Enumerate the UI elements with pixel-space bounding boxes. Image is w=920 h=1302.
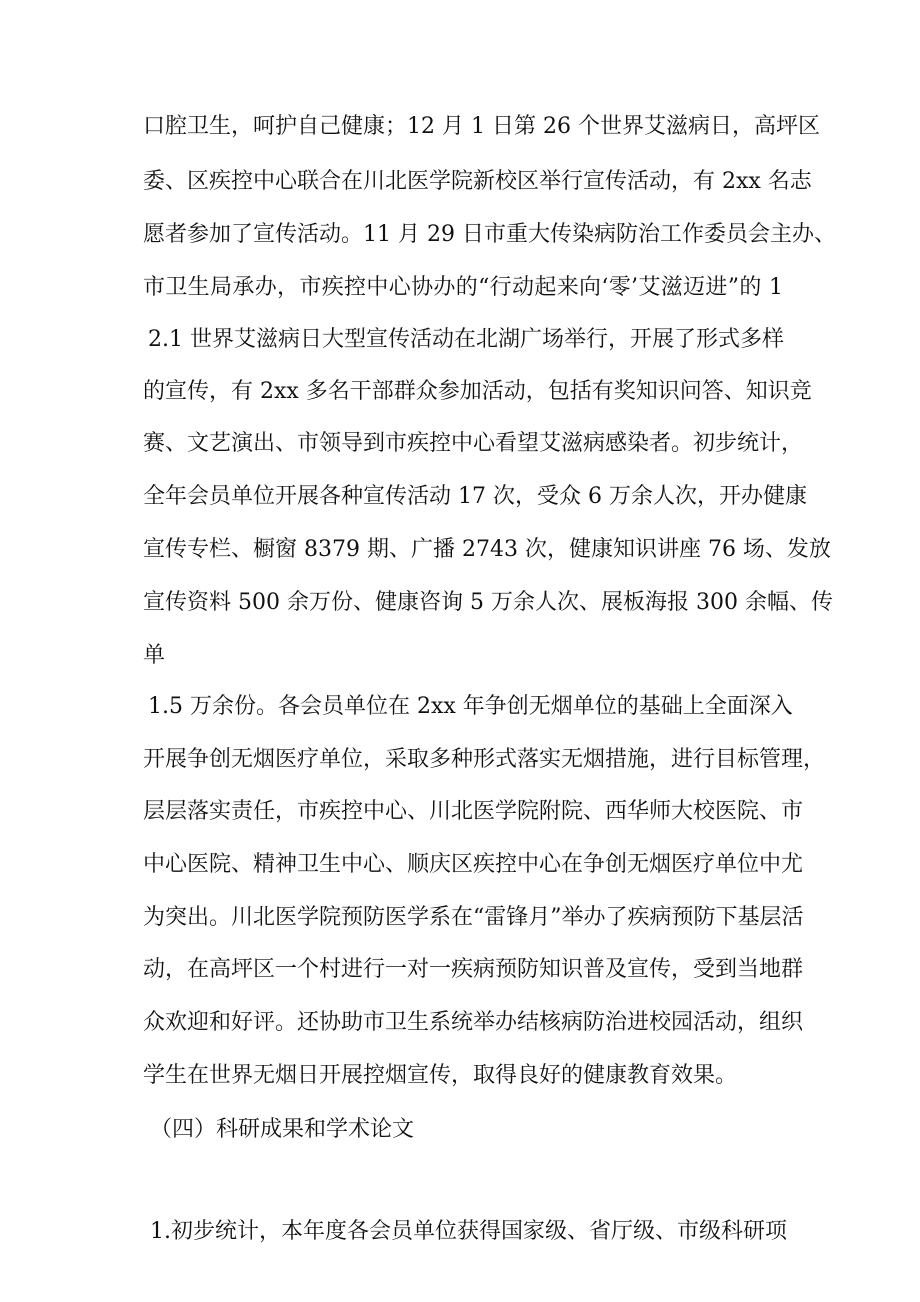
text-line: 赛、文艺演出、市领导到市疾控中心看望艾滋病感染者。初步统计， bbox=[143, 431, 804, 456]
text-line: 众欢迎和好评。还协助市卫生系统举办结核病防治进校园活动，组织 bbox=[143, 1010, 804, 1035]
text-line: 学生在世界无烟日开展控烟宣传，取得良好的健康教育效果。 bbox=[143, 1063, 738, 1088]
text-line: 开展争创无烟医疗单位，采取多种形式落实无烟措施，进行目标管理， bbox=[143, 747, 826, 772]
text-line: 愿者参加了宣传活动。11 月 29 日市重大传染病防治工作委员会主办、 bbox=[143, 222, 836, 247]
text-line: 单 bbox=[143, 643, 166, 668]
text-line: 1.初步统计，本年度各会员单位获得国家级、省厅级、市级科研项 bbox=[150, 1219, 787, 1244]
text-line: 委、区疾控中心联合在川北医学院新校区举行宣传活动，有 2xx 名志 bbox=[143, 169, 812, 194]
section-heading: （四）科研成果和学术论文 bbox=[150, 1117, 415, 1142]
text-line: 动，在高坪区一个村进行一对一疾病预防知识普及宣传，受到当地群 bbox=[143, 957, 804, 982]
text-line: 全年会员单位开展各种宣传活动 17 次，受众 6 万余人次，开办健康 bbox=[143, 484, 807, 509]
text-line: 层层落实责任，市疾控中心、川北医学院附院、西华师大校医院、市 bbox=[143, 799, 804, 824]
text-line: 中心医院、精神卫生中心、顺庆区疾控中心在争创无烟医疗单位中尤 bbox=[143, 852, 804, 877]
text-line: 宣传专栏、橱窗 8379 期、广播 2743 次，健康知识讲座 76 场、发放 bbox=[143, 537, 831, 562]
text-line: 的宣传，有 2xx 多名干部群众参加活动，包括有奖知识问答、知识竞 bbox=[143, 379, 812, 404]
text-line: 市卫生局承办，市疾控中心协办的“行动起来向‘零’艾滋迈进”的 1 bbox=[143, 275, 783, 300]
text-line: 为突出。川北医学院预防医学系在“雷锋月”举办了疾病预防下基层活 bbox=[143, 905, 804, 930]
text-line: 宣传资料 500 余万份、健康咨询 5 万余人次、展板海报 300 余幅、传 bbox=[143, 590, 833, 615]
text-line: 口腔卫生，呵护自己健康；12 月 1 日第 26 个世界艾滋病日，高坪区 bbox=[143, 114, 820, 139]
text-line: 1.5 万余份。各会员单位在 2xx 年争创无烟单位的基础上全面深入 bbox=[148, 694, 793, 719]
text-line: 2.1 世界艾滋病日大型宣传活动在北湖广场举行，开展了形式多样 bbox=[148, 327, 784, 352]
